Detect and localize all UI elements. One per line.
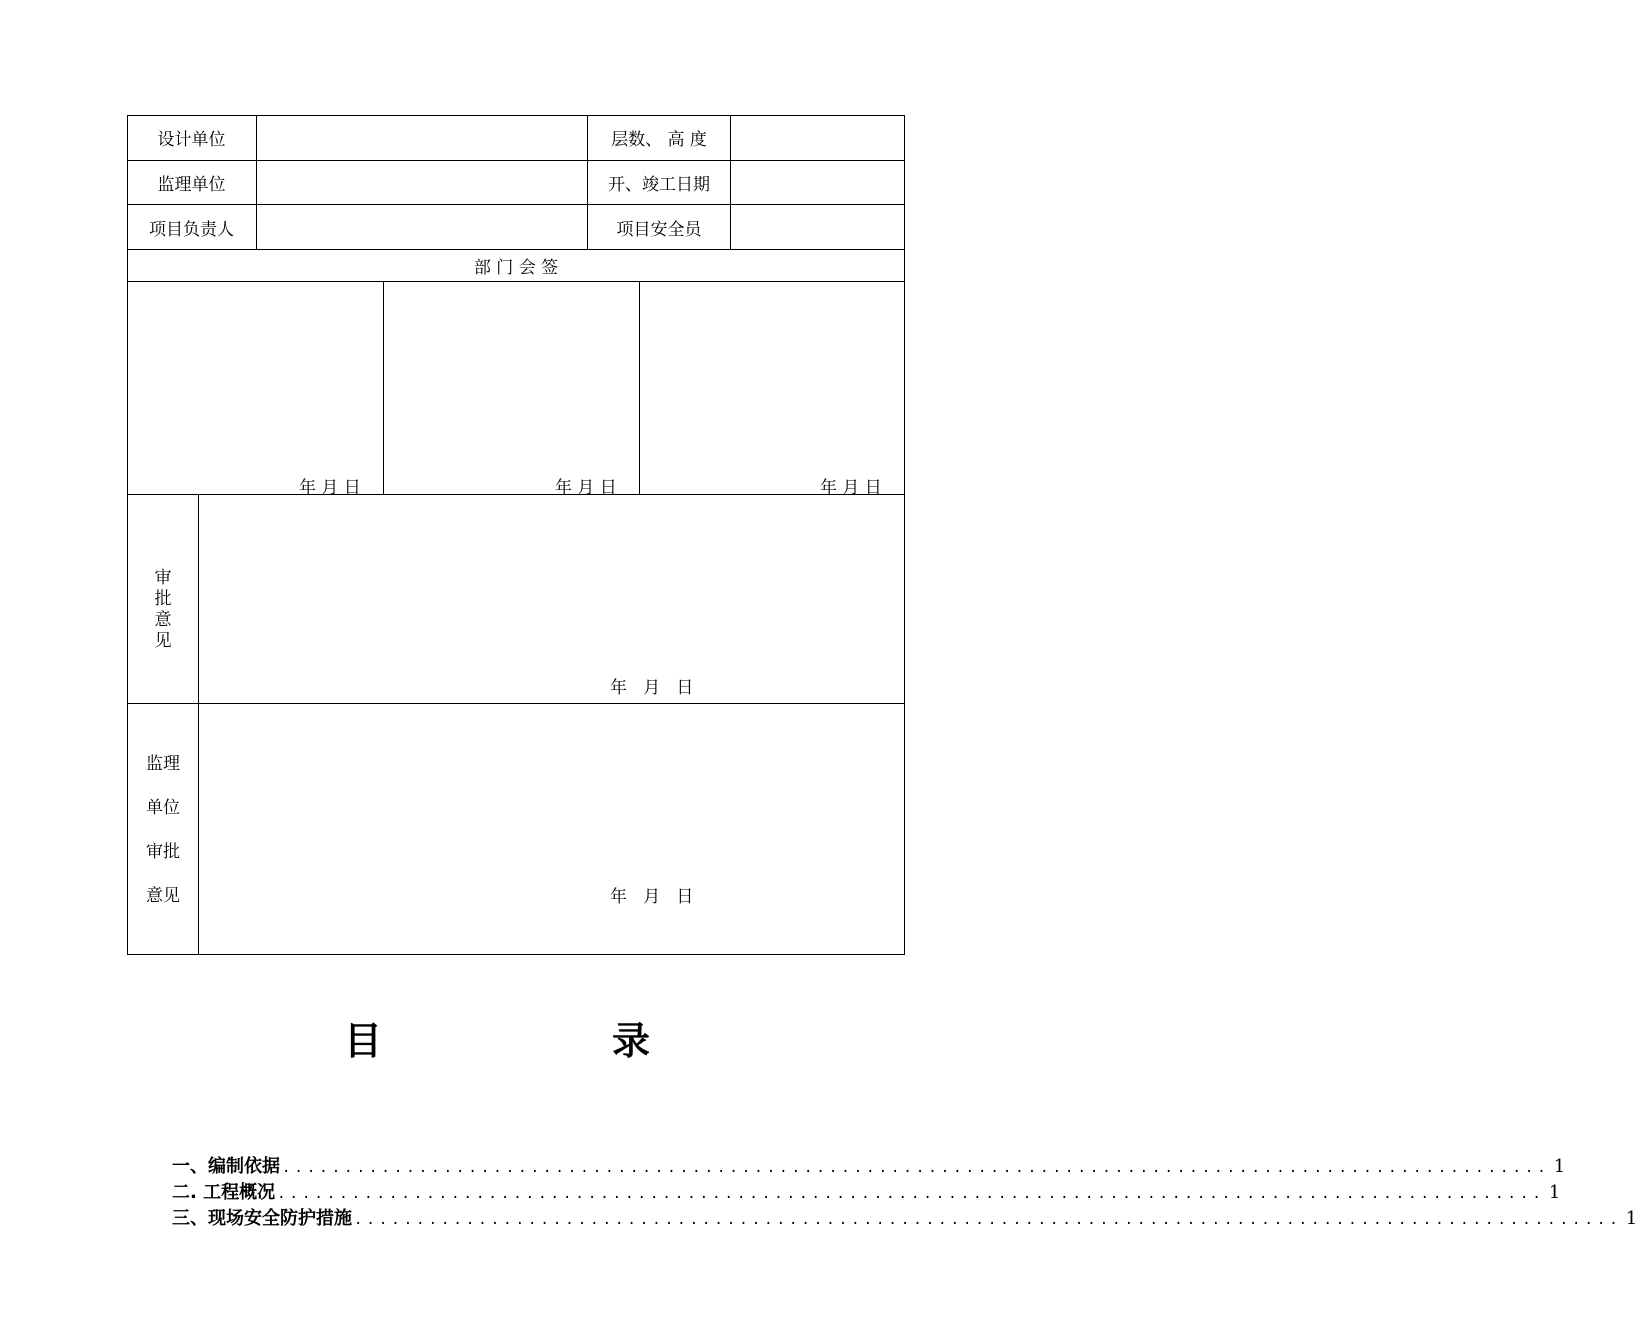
- project-leader-label: 项目负责人: [149, 219, 234, 240]
- project-safety-officer-field[interactable]: [731, 205, 904, 249]
- toc-leader-dots: ......................................................................................................: [277, 1186, 1545, 1202]
- supervision-unit-label: 监理单位: [157, 175, 226, 195]
- dept-signoff-label: 部 门 会 签: [473, 258, 559, 278]
- table-line: [639, 281, 640, 494]
- signoff-date-3: 年 月 日: [820, 478, 882, 498]
- table-line: [127, 494, 905, 495]
- supervision-approval-label: 监理 单位 审批 意见: [146, 754, 180, 906]
- design-unit-field[interactable]: [257, 116, 587, 160]
- toc-title-left: 目: [344, 1019, 383, 1063]
- table-line: [127, 281, 905, 282]
- toc-item[interactable]: [172, 1178, 1561, 1204]
- table-line: [198, 494, 199, 955]
- toc-item-page: 1: [1548, 1182, 1561, 1203]
- start-end-date-field[interactable]: [731, 161, 904, 204]
- floors-height-label: 层数、 高 度: [611, 130, 707, 150]
- toc-title-right: 录: [612, 1019, 651, 1063]
- signoff-date-2: 年 月 日: [555, 478, 617, 498]
- supervision-unit-field[interactable]: [257, 161, 587, 204]
- design-unit-label: 设计单位: [157, 130, 226, 150]
- start-end-date-label: 开、竣工日期: [608, 175, 710, 195]
- approval-date: 年 月 日: [610, 678, 694, 698]
- table-line: [383, 281, 384, 494]
- toc-item-label: 二. 工程概况: [172, 1182, 276, 1203]
- toc-item-label: 三、现场安全防护措施: [172, 1208, 352, 1229]
- toc-leader-dots: ......................................................................................................: [354, 1212, 1622, 1228]
- toc-item[interactable]: [172, 1152, 1566, 1178]
- project-safety-officer-label: 项目安全员: [616, 219, 702, 240]
- project-leader-field[interactable]: [257, 205, 587, 249]
- floors-height-field[interactable]: [731, 116, 904, 160]
- supervision-approval-date: 年 月 日: [610, 887, 694, 907]
- table-line: [127, 703, 905, 704]
- approval-opinion-label: 审 批 意 见: [154, 568, 172, 651]
- toc-item[interactable]: [172, 1204, 1637, 1230]
- toc-leader-dots: ......................................................................................................: [282, 1160, 1550, 1176]
- signoff-date-1: 年 月 日: [299, 478, 361, 498]
- toc-item-label: 一、编制依据: [172, 1156, 280, 1177]
- toc-item-page: 1: [1553, 1156, 1566, 1177]
- toc-item-page: 1: [1625, 1208, 1637, 1229]
